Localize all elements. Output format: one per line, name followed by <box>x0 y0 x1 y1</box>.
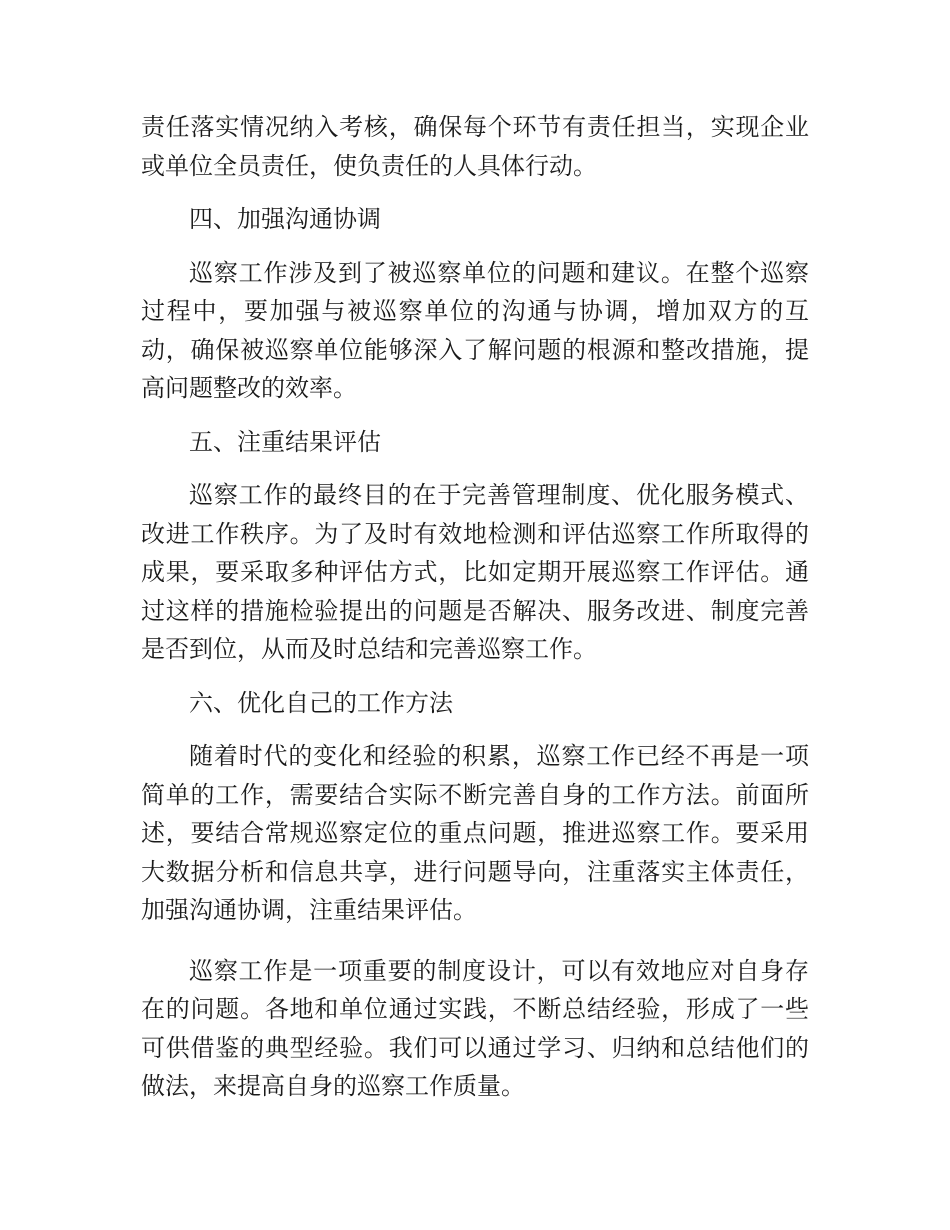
body-paragraph: 巡察工作是一项重要的制度设计，可以有效地应对自身存在的问题。各地和单位通过实践，不断总结经验，形成了一些可供借鉴的典型经验。我们可以通过学习、归纳和总结他们的做法，来提高自身的巡察工作质量。 <box>141 956 809 1100</box>
document-body <box>141 108 809 1121</box>
body-paragraph: 巡察工作涉及到了被巡察单位的问题和建议。在整个巡察过程中，要加强与被巡察单位的沟通与协调，增加双方的互动，确保被巡察单位能够深入了解问题的根源和整改措施，提高问题整改的效率。 <box>141 258 809 402</box>
body-paragraph: 巡察工作的最终目的在于完善管理制度、优化服务模式、改进工作秩序。为了及时有效地检测和评估巡察工作所取得的成果，要采取多种评估方式，比如定期开展巡察工作评估。通过这样的措施检验提出的问题是否解决、服务改进、制度完善是否到位，从而及时总结和完善巡察工作。 <box>141 481 809 663</box>
section-heading: 五、注重结果评估 <box>189 427 381 456</box>
section-heading: 四、加强沟通协调 <box>189 205 381 233</box>
body-paragraph: 随着时代的变化和经验的积累，巡察工作已经不再是一项简单的工作，需要结合实际不断完善自身的工作方法。前面所述，要结合常规巡察定位的重点问题，推进巡察工作。要采用大数据分析和信息共享，进行问题导向，注重落实主体责任，加强沟通协调，注重结果评估。 <box>141 742 809 924</box>
body-paragraph: 责任落实情况纳入考核，确保每个环节有责任担当，实现企业或单位全员责任，使负责任的人具体行动。 <box>141 113 809 180</box>
section-heading: 六、优化自己的工作方法 <box>189 688 453 717</box>
